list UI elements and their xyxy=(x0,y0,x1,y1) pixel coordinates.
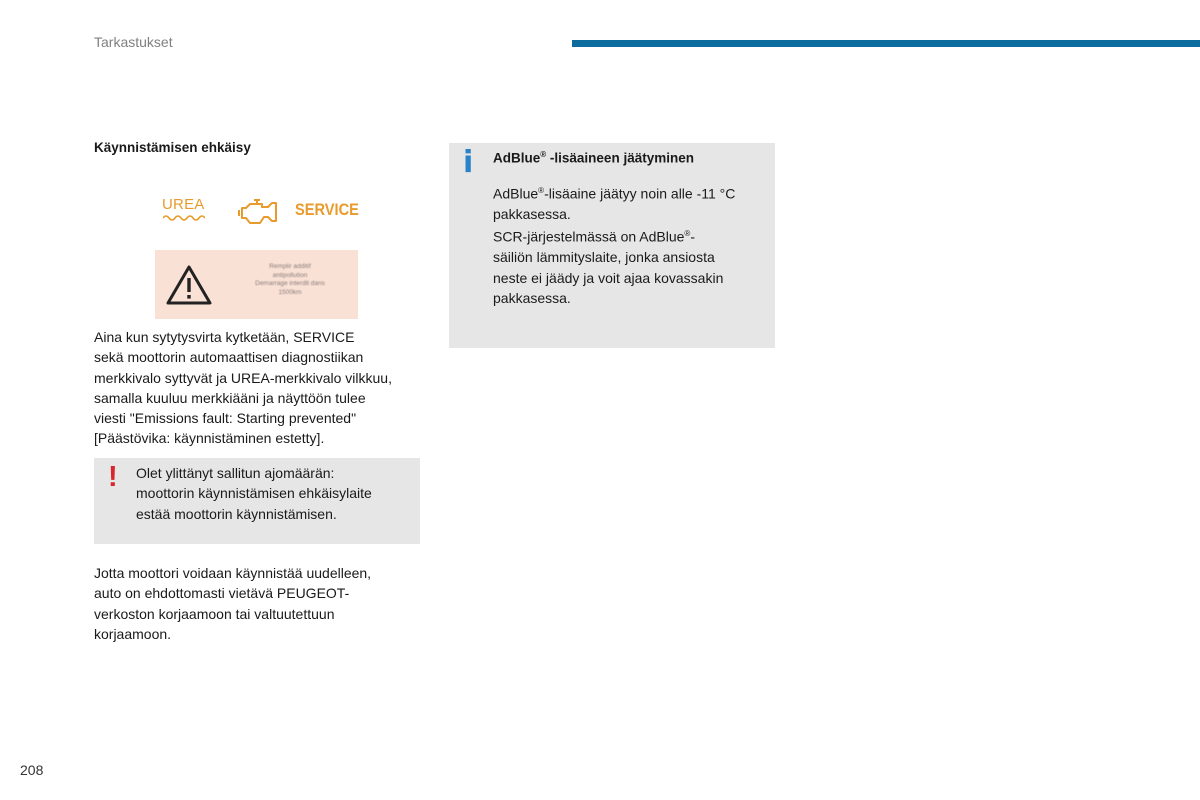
warning-lights-row xyxy=(155,193,360,231)
service-warning-label: SERVICE xyxy=(295,200,359,219)
section-heading: Käynnistämisen ehkäisy xyxy=(94,140,251,155)
warning-triangle-icon xyxy=(165,264,213,306)
info-box-text: AdBlue®-lisäaine jäätyy noin alle -11 °C pakkasessa. SCR-järjestelmässä on AdBlue®- säiliön lämmityslaite, jonka ansiosta neste ei jäädy ja voit ajaa kovassakin pakkasessa. xyxy=(493,185,736,306)
display-message: Remplir additif antipollution Demarrage interdit dans 1500km xyxy=(255,263,325,296)
warning-note-text: Olet ylittänyt sallitun ajomäärän: moottorin käynnistämisen ehkäisylaite estää moottorin käynnistämisen. xyxy=(136,465,372,522)
engine-warning-icon xyxy=(238,196,280,226)
instrument-display xyxy=(155,250,358,319)
paragraph-warning-description: Aina kun sytytysvirta kytketään, SERVICE sekä moottorin automaattisen diagnostiikan merkkivalo syttyvät ja UREA-merkkivalo vilkkuu, samalla kuuluu merkkiääni ja näyttöön tulee viesti "Emissions fault: Starting prevented" [Päästövika: käynnistäminen estetty]. xyxy=(94,329,392,447)
info-box-title: AdBlue® -lisäaineen jäätyminen xyxy=(493,150,694,166)
paragraph-restart-instructions: Jotta moottori voidaan käynnistää uudelleen, auto on ehdottomasti vietävä PEUGEOT- verkoston korjaamoon tai valtuutettuun korjaamoon. xyxy=(94,565,372,642)
warning-note-box xyxy=(94,458,420,544)
urea-wave-icon xyxy=(163,214,205,222)
exclamation-icon: ! xyxy=(108,461,118,493)
section-title: Tarkastukset xyxy=(94,34,173,50)
page-number: 208 xyxy=(20,762,44,778)
header-bar xyxy=(572,40,1200,47)
info-icon: i xyxy=(463,145,474,180)
urea-warning-label: UREA xyxy=(162,196,205,213)
info-box xyxy=(449,143,775,348)
